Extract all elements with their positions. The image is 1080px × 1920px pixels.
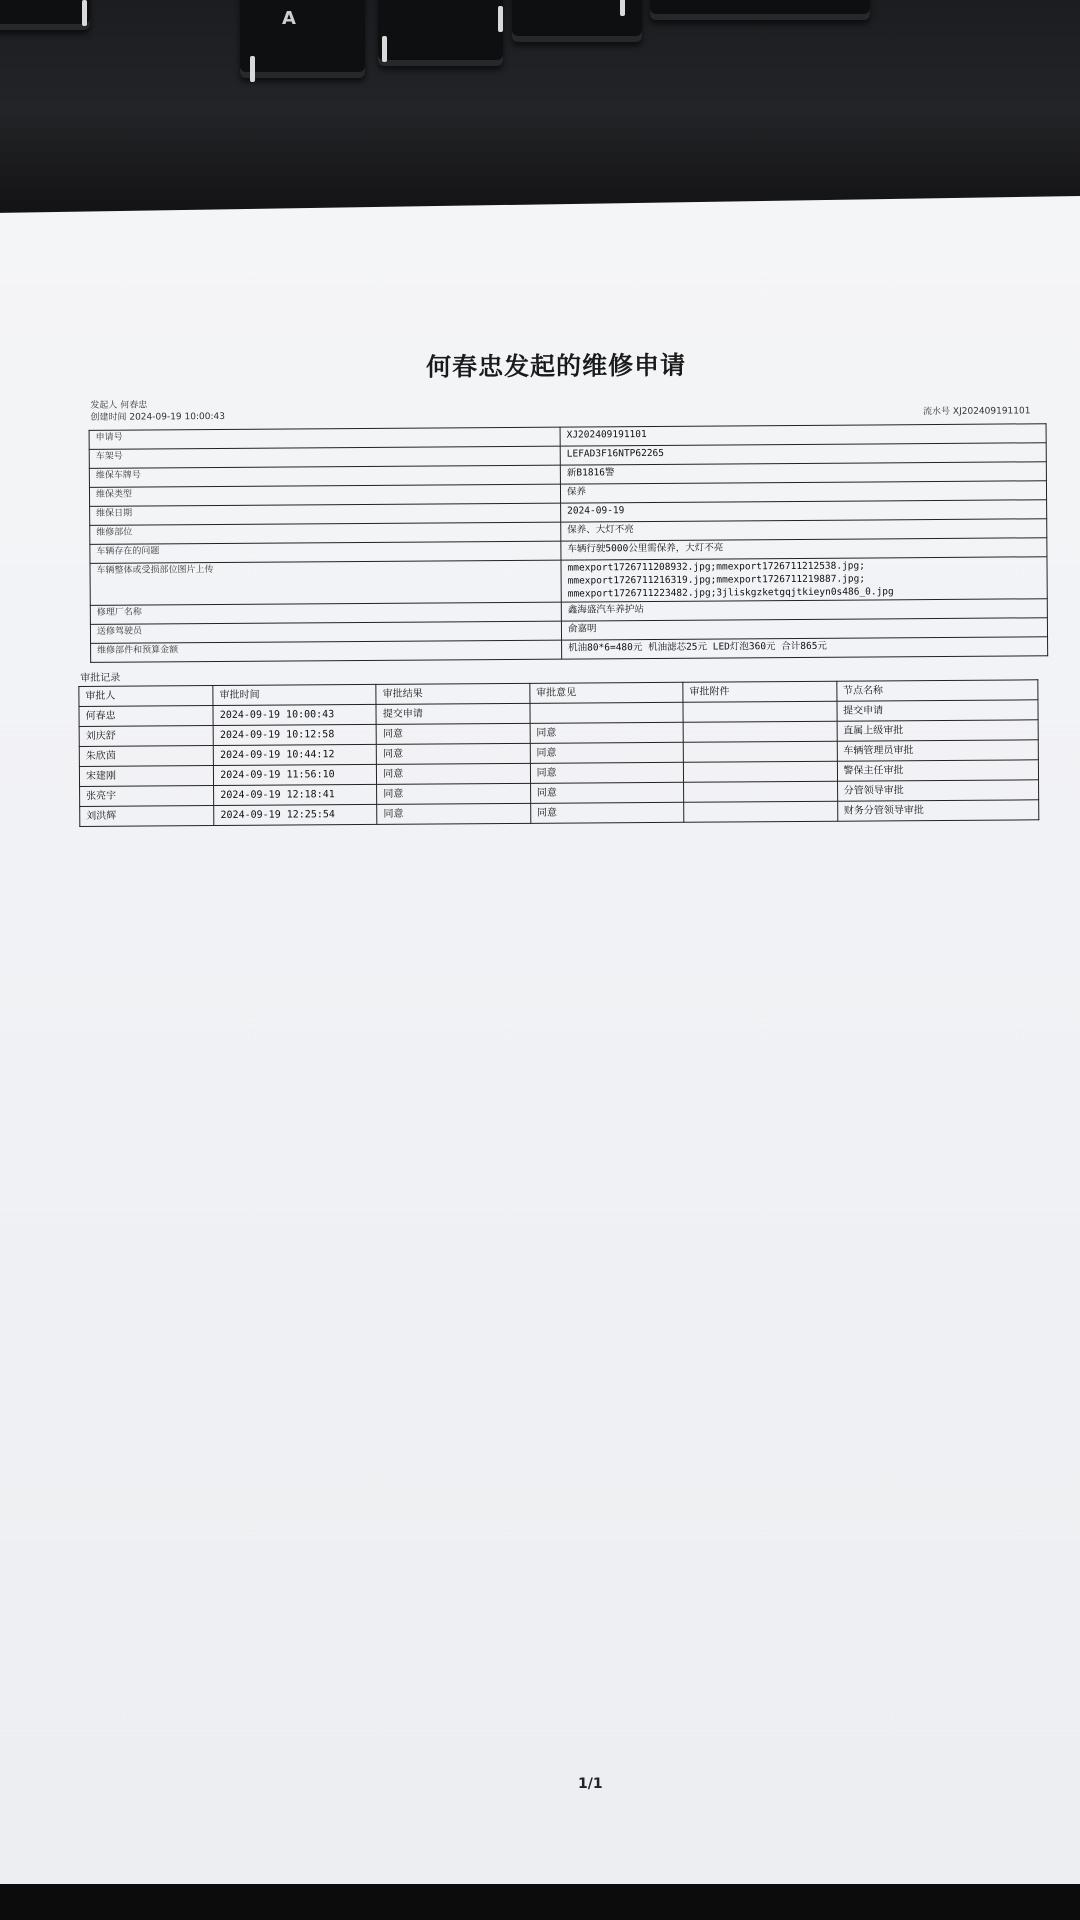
keyboard-key-edge — [620, 0, 625, 16]
file-name-line: mmexport1726711208932.jpg;mmexport1726711212538.jpg; — [567, 560, 865, 574]
initiator-line: 发起人 何春忠 — [90, 400, 148, 411]
keyboard-key — [650, 0, 870, 20]
approval-attachment-cell — [683, 741, 837, 762]
info-label: 车架号 — [89, 446, 560, 468]
approval-time-cell: 2024-09-19 10:00:43 — [213, 704, 376, 725]
info-label: 申请号 — [89, 427, 560, 449]
approval-attachment-cell — [683, 701, 837, 722]
approval-opinion-cell: 同意 — [530, 782, 684, 803]
column-header: 审批人 — [79, 686, 213, 707]
keyboard-key-edge — [250, 56, 255, 82]
keyboard-key-edge — [498, 6, 503, 32]
info-label: 维修部件和预算金额 — [91, 640, 562, 662]
node-name-cell: 车辆管理员审批 — [837, 740, 1039, 761]
keyboard-key-legend: A — [282, 8, 296, 29]
approval-time-cell: 2024-09-19 10:44:12 — [214, 744, 377, 765]
keyboard-key — [0, 0, 90, 30]
approver-cell: 朱欣茵 — [79, 746, 213, 767]
approval-attachment-cell — [683, 721, 837, 742]
approval-time-cell: 2024-09-19 12:18:41 — [214, 784, 377, 805]
document — [76, 343, 1039, 827]
approval-result-cell: 同意 — [377, 803, 531, 824]
keyboard-key-edge — [82, 0, 87, 26]
approval-opinion-cell: 同意 — [530, 722, 684, 743]
column-header: 审批附件 — [683, 681, 837, 702]
node-name-cell: 提交申请 — [837, 700, 1039, 721]
approval-time-cell: 2024-09-19 10:12:58 — [213, 724, 376, 745]
keyboard-key — [378, 0, 503, 66]
approver-cell: 刘庆舒 — [79, 726, 213, 747]
approval-result-cell: 提交申请 — [376, 703, 530, 724]
approval-opinion-cell: 同意 — [530, 802, 684, 823]
approval-result-cell: 同意 — [377, 783, 531, 804]
info-value: 保养、大灯不亮 — [561, 519, 1047, 541]
info-value: 新B1816警 — [560, 462, 1046, 484]
approval-time-cell: 2024-09-19 11:56:10 — [214, 764, 377, 785]
attachment-file-list — [561, 557, 1047, 602]
keyboard-key — [240, 0, 365, 78]
approval-opinion-cell — [530, 702, 684, 723]
info-label: 维保车牌号 — [89, 465, 560, 487]
approval-result-cell: 同意 — [377, 763, 531, 784]
column-header: 审批意见 — [530, 682, 684, 703]
approval-attachment-cell — [684, 801, 838, 822]
approver-cell: 何春忠 — [79, 706, 213, 727]
info-value: 2024-09-19 — [561, 500, 1047, 522]
node-name-cell: 直属上级审批 — [837, 720, 1039, 741]
keyboard-background — [0, 0, 1080, 200]
info-label: 维保类型 — [89, 484, 560, 506]
info-label: 维修部位 — [90, 522, 561, 544]
keyboard-key-edge — [382, 36, 387, 62]
approval-result-cell: 同意 — [376, 723, 530, 744]
approval-attachment-cell — [684, 781, 838, 802]
approval-record-table — [78, 679, 1039, 827]
approval-opinion-cell: 同意 — [530, 762, 684, 783]
info-value: 保养 — [560, 481, 1046, 503]
created-time-line: 创建时间 2024-09-19 10:00:43 — [90, 411, 225, 423]
column-header: 审批时间 — [213, 684, 376, 705]
bottom-edge — [0, 1884, 1080, 1920]
approver-cell: 宋建刚 — [79, 766, 213, 787]
approver-cell: 张亮宇 — [80, 786, 214, 807]
info-value: 机油80*6=480元 机油滤芯25元 LED灯泡360元 合计865元 — [562, 637, 1048, 659]
info-value: 车辆行驶5000公里需保养，大灯不亮 — [561, 538, 1047, 560]
info-label: 送修驾驶员 — [90, 621, 561, 643]
node-name-cell: 财务分管领导审批 — [837, 800, 1039, 821]
info-label: 车辆整体或受损部位图片上传 — [90, 560, 561, 605]
page-number: 1/1 — [578, 1776, 603, 1792]
info-label: 修理厂名称 — [90, 602, 561, 624]
file-name-line: mmexport1726711216319.jpg;mmexport1726711219887.jpg; — [567, 573, 866, 587]
approver-cell: 刘洪辉 — [80, 806, 214, 827]
column-header: 节点名称 — [836, 680, 1038, 701]
approval-opinion-cell: 同意 — [530, 742, 684, 763]
node-name-cell: 警保主任审批 — [837, 760, 1039, 781]
info-label: 维保日期 — [90, 503, 561, 525]
file-name-line: mmexport1726711223482.jpg;3jliskgzketgqjtkieyn0s486_0.jpg — [567, 586, 894, 600]
document-title: 何春忠发起的维修申请 — [426, 350, 687, 382]
approval-attachment-cell — [684, 761, 838, 782]
info-value: 鑫海盛汽车养护站 — [561, 599, 1047, 621]
info-label: 车辆存在的问题 — [90, 541, 561, 563]
node-name-cell: 分管领导审批 — [837, 780, 1039, 801]
column-header: 审批结果 — [376, 683, 530, 704]
approval-record-title: 审批记录 — [80, 672, 121, 684]
application-info-table — [89, 423, 1049, 663]
serial-number-line: 流水号 XJ202409191101 — [923, 406, 1031, 418]
meta-left — [90, 399, 225, 424]
info-value: 俞嘉明 — [561, 618, 1047, 640]
approval-time-cell: 2024-09-19 12:25:54 — [214, 804, 377, 825]
info-value: XJ202409191101 — [560, 424, 1046, 446]
approval-result-cell: 同意 — [377, 743, 531, 764]
info-row — [90, 557, 1047, 606]
info-value: LEFAD3F16NTP62265 — [560, 443, 1046, 465]
